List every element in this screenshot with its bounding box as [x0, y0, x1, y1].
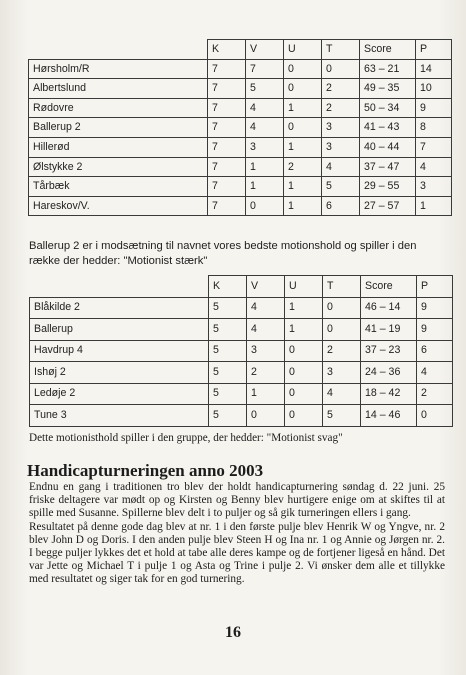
points: 6	[417, 340, 453, 362]
table-row	[30, 340, 453, 362]
draws: 1	[285, 319, 323, 341]
table-row	[30, 405, 453, 427]
matches-played: 5	[209, 405, 247, 427]
table-row	[30, 383, 453, 405]
points: 4	[417, 362, 453, 384]
losses: 3	[323, 362, 361, 384]
page-number: 16	[225, 624, 241, 641]
wins: 1	[247, 383, 285, 405]
team-name: Albertslund	[29, 79, 208, 99]
points: 9	[417, 319, 453, 341]
team-name: Ishøj 2	[30, 362, 209, 384]
losses: 5	[323, 405, 361, 427]
score: 63 – 21	[360, 59, 416, 79]
draws: 2	[284, 157, 322, 177]
header-score: Score	[361, 276, 417, 298]
team-name: Hørsholm/R	[29, 59, 208, 79]
score: 29 – 55	[360, 177, 416, 197]
wins: 4	[246, 98, 284, 118]
draws: 1	[285, 297, 323, 319]
header-t: T	[323, 276, 361, 298]
points: 0	[417, 405, 453, 427]
losses: 2	[322, 98, 360, 118]
wins: 7	[246, 59, 284, 79]
score: 46 – 14	[361, 297, 417, 319]
ballerup-intro-paragraph: Ballerup 2 er i modsætning til navnet vores bedste motionshold og spiller i den række der hedder: "Motionist stærk"	[29, 240, 417, 267]
losses: 5	[322, 177, 360, 197]
score: 49 – 35	[360, 79, 416, 99]
team-name: Tune 3	[30, 405, 209, 427]
wins: 0	[246, 196, 284, 216]
table-row	[29, 118, 452, 138]
header-p: P	[417, 276, 453, 298]
draws: 1	[284, 177, 322, 197]
header-p: P	[416, 40, 452, 60]
wins: 1	[246, 157, 284, 177]
score: 37 – 23	[361, 340, 417, 362]
table-row	[30, 297, 453, 319]
points: 7	[416, 137, 452, 157]
losses: 6	[322, 196, 360, 216]
standings-table-motionist-staerk	[28, 39, 452, 216]
matches-played: 7	[208, 157, 246, 177]
header-empty-cell	[30, 276, 209, 298]
motionist-svag-note: Dette motionisthold spiller i den gruppe, der hedder: "Motionist svag"	[29, 432, 343, 444]
team-name: Ledøje 2	[30, 383, 209, 405]
team-name: Ølstykke 2	[29, 157, 208, 177]
team-name: Ballerup	[30, 319, 209, 341]
draws: 0	[284, 59, 322, 79]
table-row	[29, 79, 452, 99]
wins: 3	[246, 137, 284, 157]
matches-played: 7	[208, 177, 246, 197]
score: 24 – 36	[361, 362, 417, 384]
draws: 1	[284, 196, 322, 216]
team-name: Tårbæk	[29, 177, 208, 197]
score: 41 – 19	[361, 319, 417, 341]
draws: 0	[285, 362, 323, 384]
losses: 3	[322, 137, 360, 157]
wins: 2	[247, 362, 285, 384]
matches-played: 7	[208, 59, 246, 79]
points: 1	[416, 196, 452, 216]
matches-played: 7	[208, 98, 246, 118]
points: 4	[416, 157, 452, 177]
score: 27 – 57	[360, 196, 416, 216]
team-name: Ballerup 2	[29, 118, 208, 138]
matches-played: 7	[208, 196, 246, 216]
score: 18 – 42	[361, 383, 417, 405]
points: 9	[417, 297, 453, 319]
wins: 4	[247, 319, 285, 341]
header-u: U	[285, 276, 323, 298]
table-row	[29, 98, 452, 118]
table-row	[29, 157, 452, 177]
team-name: Hillerød	[29, 137, 208, 157]
score: 41 – 43	[360, 118, 416, 138]
matches-played: 5	[209, 297, 247, 319]
header-u: U	[284, 40, 322, 60]
table-row	[29, 196, 452, 216]
losses: 4	[323, 383, 361, 405]
section-heading: Handicapturneringen anno 2003	[27, 461, 264, 480]
team-name: Blåkilde 2	[30, 297, 209, 319]
table-row	[29, 59, 452, 79]
body-paragraph: Resultatet på denne gode dag blev at nr. 1 i den første pulje blev Henrik W og Yngve, nr. 2 blev John D og Doris. I den anden pulje blev Steen H og Ina nr. 1 og Annie og Jørgen nr. 2. I begge puljer lykkes det et hold at tabe alle deres kampe og de fortjener ligeså en hånd. Det var Jette og Michael T i pulje 1 og Asta og Trine i pulje 2. Vi ønsker dem alle et tillykke med resultatet og siger tak for en god turnering.	[29, 520, 445, 586]
losses: 4	[322, 157, 360, 177]
wins: 4	[246, 118, 284, 138]
score: 40 – 44	[360, 137, 416, 157]
table-row	[29, 137, 452, 157]
wins: 4	[247, 297, 285, 319]
header-k: K	[208, 40, 246, 60]
table-row	[30, 319, 453, 341]
matches-played: 5	[209, 340, 247, 362]
header-v: V	[246, 40, 284, 60]
draws: 1	[284, 98, 322, 118]
points: 14	[416, 59, 452, 79]
wins: 3	[247, 340, 285, 362]
points: 2	[417, 383, 453, 405]
matches-played: 7	[208, 79, 246, 99]
header-k: K	[209, 276, 247, 298]
losses: 3	[322, 118, 360, 138]
table-row	[29, 177, 452, 197]
draws: 0	[285, 340, 323, 362]
score: 37 – 47	[360, 157, 416, 177]
header-empty-cell	[29, 40, 208, 60]
losses: 2	[322, 79, 360, 99]
draws: 0	[285, 383, 323, 405]
points: 9	[416, 98, 452, 118]
header-t: T	[322, 40, 360, 60]
header-v: V	[247, 276, 285, 298]
points: 3	[416, 177, 452, 197]
team-name: Hareskov/V.	[29, 196, 208, 216]
matches-played: 7	[208, 118, 246, 138]
points: 10	[416, 79, 452, 99]
table-header-row	[29, 40, 452, 60]
points: 8	[416, 118, 452, 138]
losses: 0	[322, 59, 360, 79]
table-header-row	[30, 276, 453, 298]
draws: 0	[284, 79, 322, 99]
losses: 2	[323, 340, 361, 362]
standings-table-motionist-svag	[29, 275, 453, 427]
table-row	[30, 362, 453, 384]
matches-played: 5	[209, 362, 247, 384]
section-body	[29, 481, 445, 587]
wins: 1	[246, 177, 284, 197]
score: 50 – 34	[360, 98, 416, 118]
team-name: Havdrup 4	[30, 340, 209, 362]
matches-played: 5	[209, 319, 247, 341]
body-paragraph: Endnu en gang i traditionen tro blev der holdt handicapturnering søndag d. 22 juni. 25 friske deltagere var mødt op og Kirsten og Benny blev hurtigere enige om at skiftes til at spille med Susanne. Spillerne blev delt i to puljer og så gik turneringen ellers i gang.	[29, 481, 445, 520]
draws: 0	[284, 118, 322, 138]
wins: 5	[246, 79, 284, 99]
matches-played: 7	[208, 137, 246, 157]
draws: 0	[285, 405, 323, 427]
wins: 0	[247, 405, 285, 427]
team-name: Rødovre	[29, 98, 208, 118]
matches-played: 5	[209, 383, 247, 405]
losses: 0	[323, 297, 361, 319]
losses: 0	[323, 319, 361, 341]
score: 14 – 46	[361, 405, 417, 427]
header-score: Score	[360, 40, 416, 60]
draws: 1	[284, 137, 322, 157]
